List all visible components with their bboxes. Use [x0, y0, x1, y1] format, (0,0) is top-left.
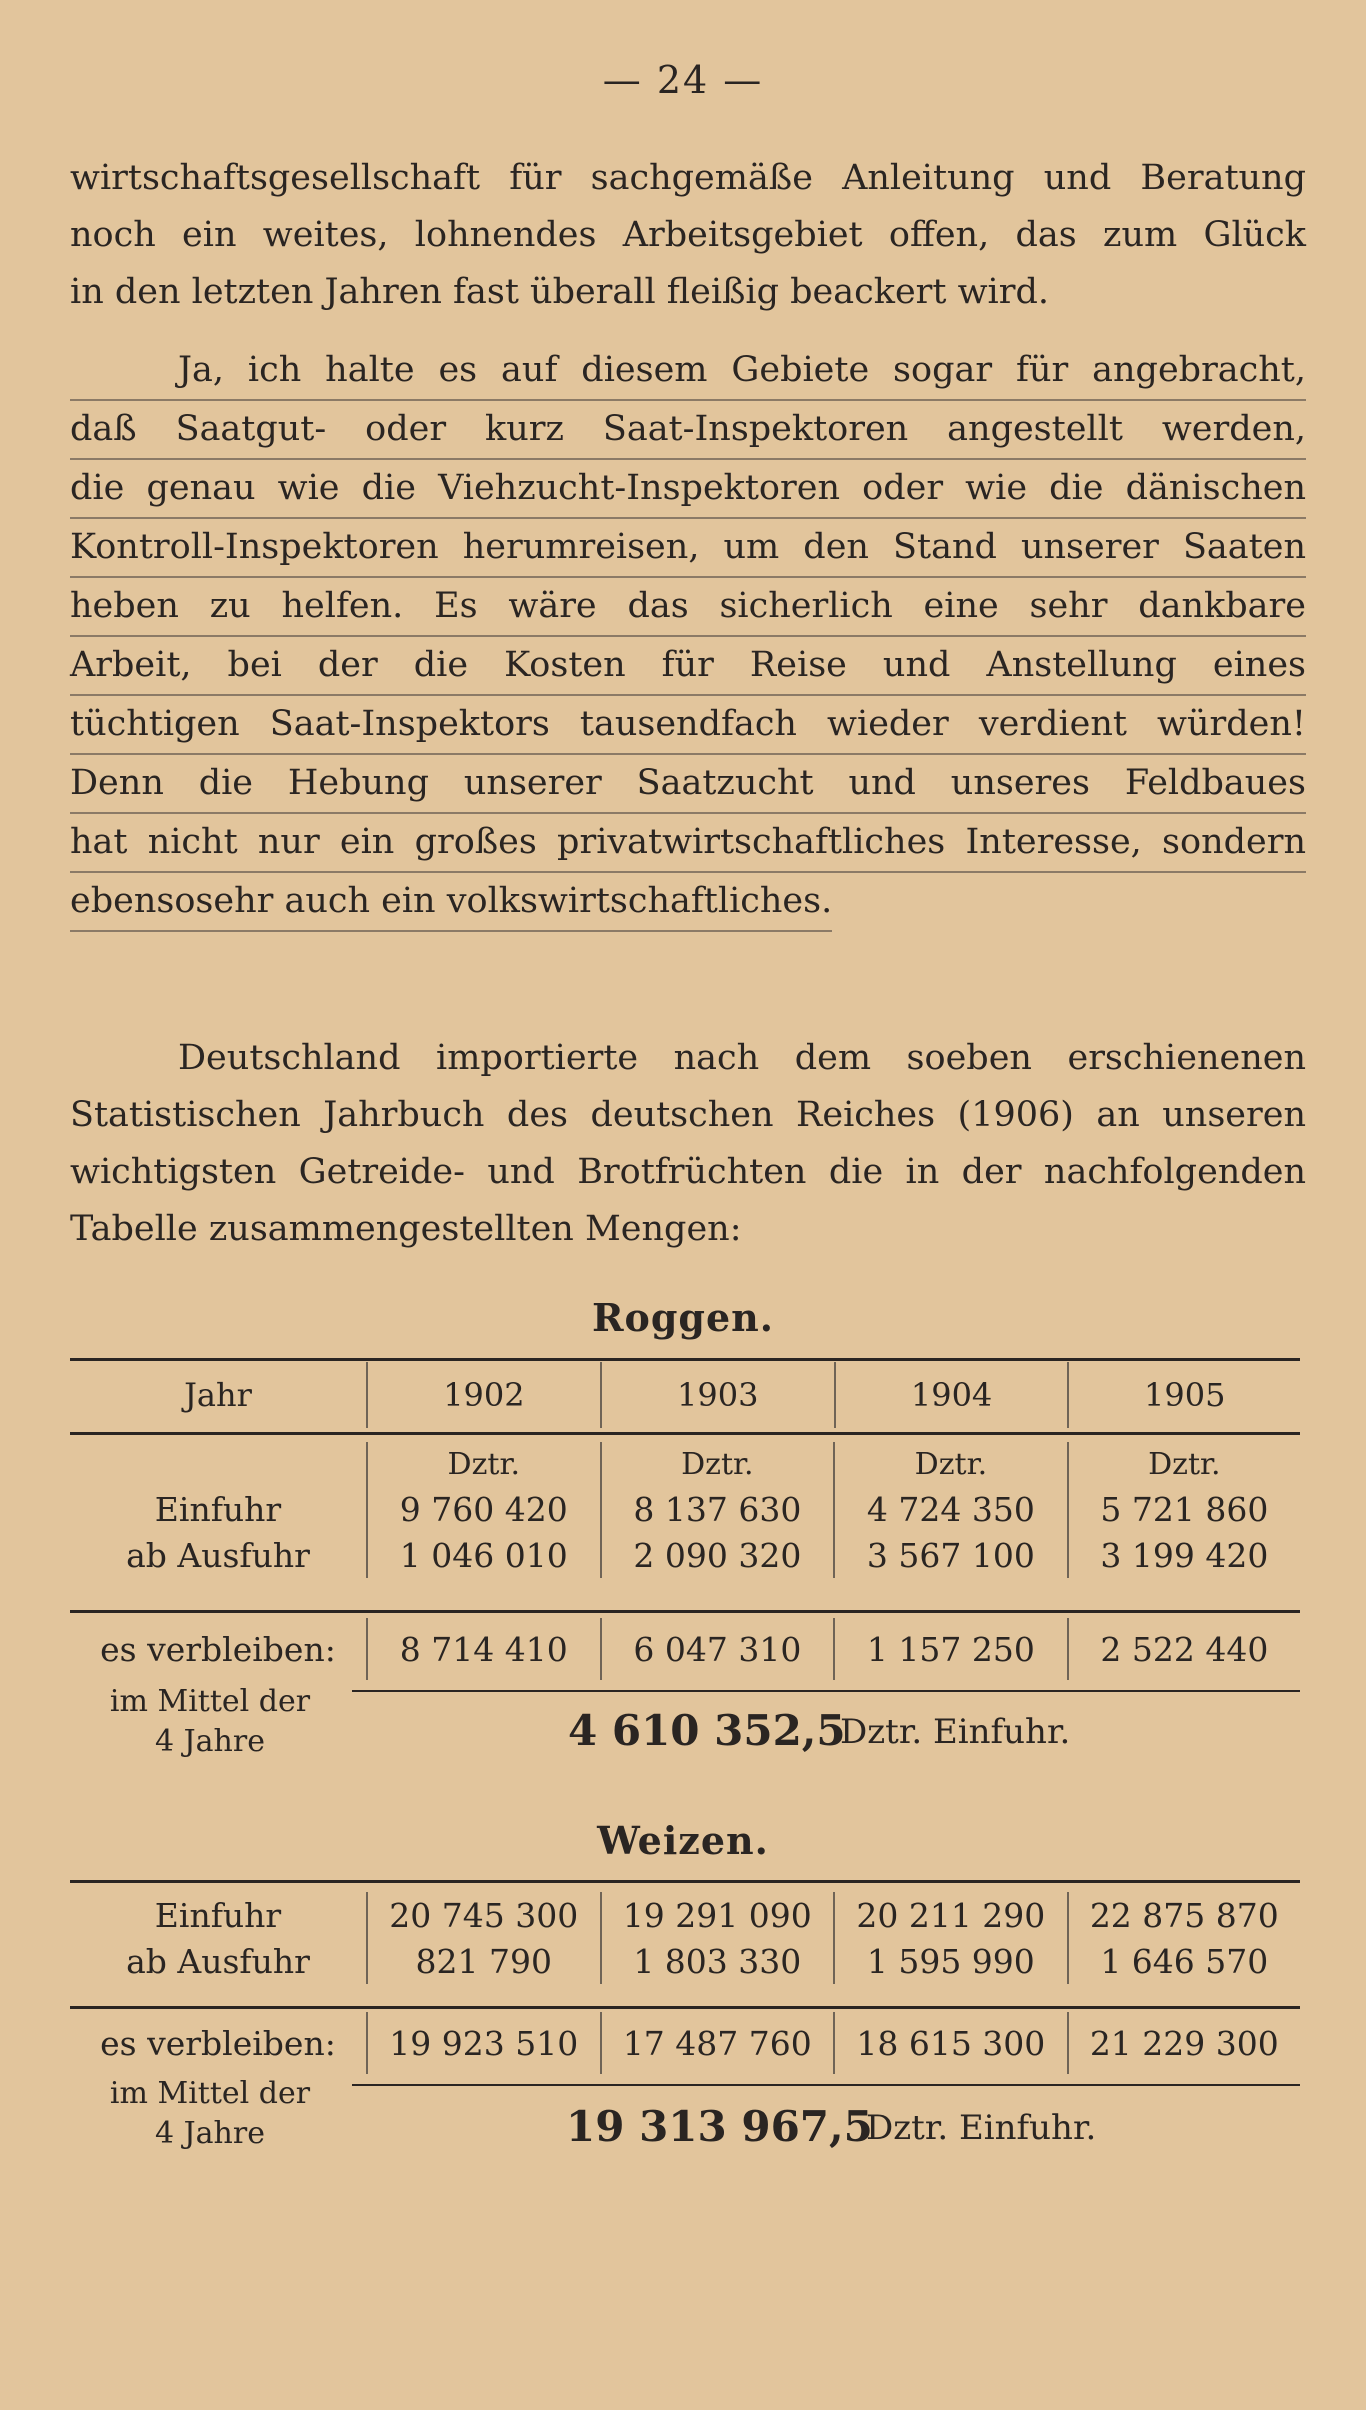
- roggen-header-table: [70, 1362, 1300, 1428]
- remaining-value: 1 157 250: [834, 1618, 1068, 1680]
- mean-label: [70, 2074, 350, 2154]
- table-rule: [70, 1432, 1300, 1435]
- remaining-value: 2 522 440: [1068, 1618, 1300, 1680]
- import-value: 20 745 300: [367, 1892, 601, 1938]
- unit-cell: Dztr.: [1068, 1442, 1300, 1486]
- import-label: Einfuhr: [154, 1895, 282, 1935]
- year-header: 1904: [835, 1362, 1069, 1428]
- roggen-body-table: [70, 1442, 1300, 1578]
- export-label: ab Ausfuhr: [126, 1941, 310, 1981]
- text-line: hat nicht nur ein großes privatwirtschaftliches Interesse, sondern: [70, 814, 1306, 873]
- mean-label: [70, 1682, 350, 1762]
- export-value: 821 790: [367, 1938, 601, 1984]
- text-line: Statistischen Jahrbuch des deutschen Reiches (1906) an unseren: [70, 1095, 1306, 1135]
- export-value: 1 803 330: [601, 1938, 835, 1984]
- unit-cell: Dztr.: [834, 1442, 1068, 1486]
- table-rule: [70, 1880, 1300, 1883]
- import-value: 22 875 870: [1068, 1892, 1300, 1938]
- roggen-remaining-table: [70, 1618, 1300, 1680]
- text-line: Kontroll-Inspektoren herumreisen, um den Stand unserer Saaten: [70, 519, 1306, 578]
- import-value: 4 724 350: [834, 1486, 1068, 1532]
- export-value: 1 646 570: [1068, 1938, 1300, 1984]
- unit-cell: Dztr.: [601, 1442, 835, 1486]
- export-value: 3 567 100: [834, 1532, 1068, 1578]
- import-value: 20 211 290: [834, 1892, 1068, 1938]
- weizen-body-table: [70, 1892, 1300, 1984]
- remaining-value: 19 923 510: [367, 2012, 601, 2074]
- import-value: 8 137 630: [601, 1486, 835, 1532]
- export-value: 2 090 320: [601, 1532, 835, 1578]
- text-line: daß Saatgut- oder kurz Saat-Inspektoren angestellt werden,: [70, 401, 1306, 460]
- year-label: Jahr: [184, 1376, 252, 1414]
- text-line: Deutschland importierte nach dem soeben erschienenen: [178, 1038, 1306, 1078]
- text-line: wirtschaftsgesellschaft für sachgemäße Anleitung und Beratung: [70, 158, 1306, 198]
- mean-label-line: 4 Jahre: [155, 1724, 265, 1759]
- table-rule: [70, 1610, 1300, 1613]
- year-header: 1903: [601, 1362, 835, 1428]
- text-line: heben zu helfen. Es wäre das sicherlich eine sehr dankbare: [70, 578, 1306, 637]
- page-number: — 24 —: [602, 58, 764, 102]
- text-line: in den letzten Jahren fast überall fleißig beackert wird.: [70, 272, 1049, 312]
- remaining-value: 6 047 310: [601, 1618, 835, 1680]
- text-line: wichtigsten Getreide- und Brotfrüchten die in der nachfolgenden: [70, 1152, 1306, 1192]
- import-value: 9 760 420: [367, 1486, 601, 1532]
- roggen-title: Roggen.: [591, 1295, 775, 1340]
- weizen-title: Weizen.: [597, 1818, 769, 1863]
- table-rule: [70, 1358, 1300, 1361]
- unit-cell: Dztr.: [367, 1442, 601, 1486]
- mean-label-line: im Mittel der: [109, 2076, 311, 2111]
- text-line: Denn die Hebung unserer Saatzucht und unseres Feldbaues: [70, 755, 1306, 814]
- text-line: noch ein weites, lohnendes Arbeitsgebiet offen, das zum Glück: [70, 215, 1306, 255]
- export-value: 3 199 420: [1068, 1532, 1300, 1578]
- mean-value: 4 610 352,5: [568, 1706, 846, 1755]
- text-line: Arbeit, bei der die Kosten für Reise und Anstellung eines: [70, 637, 1306, 696]
- text-line: tüchtigen Saat-Inspektors tausendfach wieder verdient würden!: [70, 696, 1306, 755]
- import-value: 19 291 090: [601, 1892, 835, 1938]
- year-header: 1902: [367, 1362, 601, 1428]
- text-line: die genau wie die Viehzucht-Inspektoren oder wie die dänischen: [70, 460, 1306, 519]
- table-rule: [70, 2006, 1300, 2009]
- import-value: 5 721 860: [1068, 1486, 1300, 1532]
- mean-unit: Dztr. Einfuhr.: [840, 1712, 1071, 1752]
- remaining-value: 8 714 410: [367, 1618, 601, 1680]
- weizen-remaining-table: [70, 2012, 1300, 2074]
- remaining-value: 21 229 300: [1068, 2012, 1300, 2074]
- remaining-value: 18 615 300: [834, 2012, 1068, 2074]
- text-line: Ja, ich halte es auf diesem Gebiete sogar für angebracht,: [70, 342, 1306, 401]
- brace: [352, 1690, 1300, 1692]
- mean-unit: Dztr. Einfuhr.: [866, 2108, 1097, 2148]
- import-label: Einfuhr: [154, 1489, 282, 1529]
- mean-value: 19 313 967,5: [566, 2102, 873, 2151]
- mean-label-line: 4 Jahre: [155, 2116, 265, 2151]
- remaining-label: es verbleiben:: [100, 1629, 336, 1669]
- text-line: ebensosehr auch ein volkswirtschaftliches.: [70, 873, 832, 932]
- brace: [352, 2084, 1300, 2086]
- remaining-label: es verbleiben:: [100, 2023, 336, 2063]
- mean-label-line: im Mittel der: [109, 1684, 311, 1719]
- remaining-value: 17 487 760: [601, 2012, 835, 2074]
- year-header: 1905: [1068, 1362, 1300, 1428]
- paragraph-3: [70, 1030, 1306, 1258]
- paragraph-2: [70, 342, 1306, 932]
- export-label: ab Ausfuhr: [126, 1535, 310, 1575]
- export-value: 1 595 990: [834, 1938, 1068, 1984]
- text-line: Tabelle zusammengestellten Mengen:: [70, 1209, 742, 1249]
- paragraph-1: [70, 150, 1306, 321]
- export-value: 1 046 010: [367, 1532, 601, 1578]
